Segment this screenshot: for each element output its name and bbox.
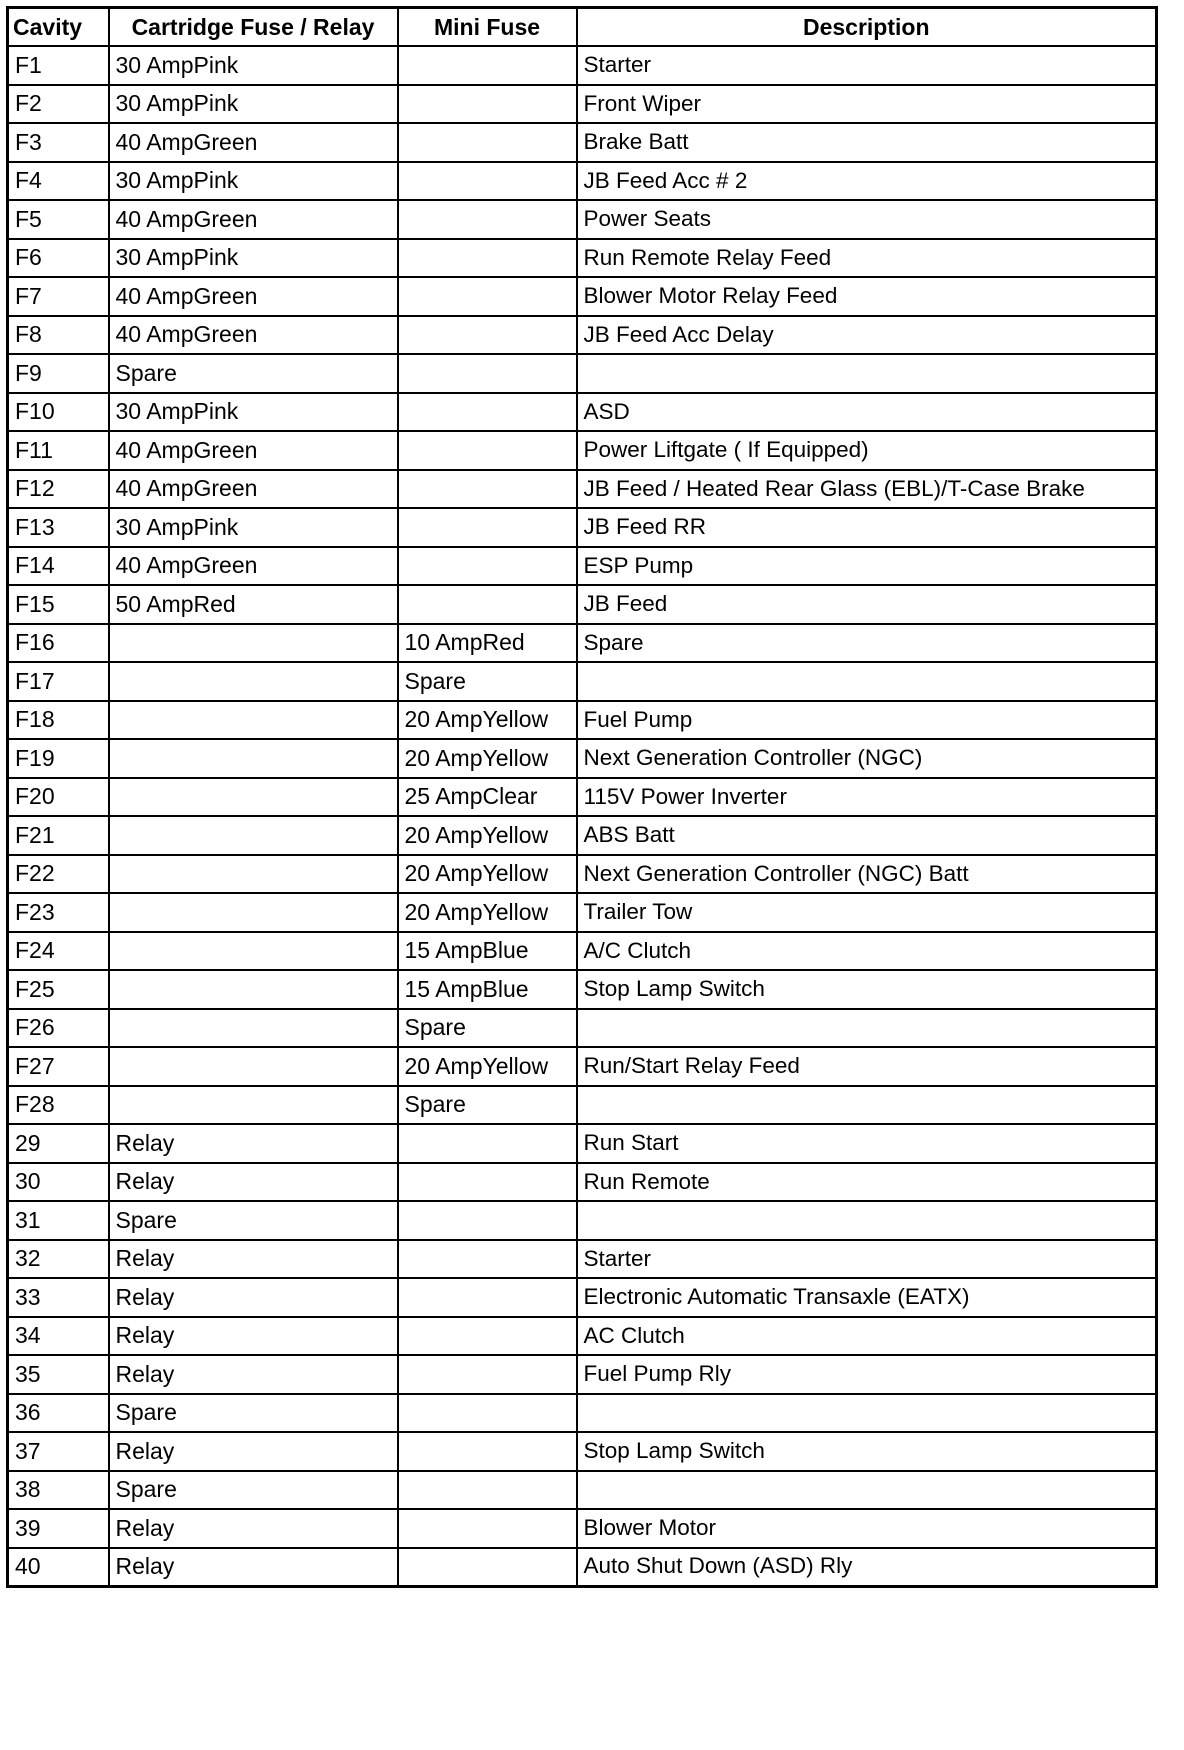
cell-cavity: F17 (8, 662, 109, 701)
cell-mini-fuse (398, 239, 577, 278)
cell-cavity: 38 (8, 1471, 109, 1510)
cell-description: Power Seats (577, 200, 1157, 239)
table-row (8, 239, 1157, 278)
cell-cavity: F27 (8, 1047, 109, 1086)
cell-cavity: 36 (8, 1394, 109, 1433)
cell-description: 115V Power Inverter (577, 778, 1157, 817)
cell-description: Front Wiper (577, 85, 1157, 124)
table-row (8, 547, 1157, 586)
cell-mini-fuse (398, 585, 577, 624)
table-row (8, 123, 1157, 162)
cell-mini-fuse: 20 AmpYellow (398, 855, 577, 894)
cell-description: Run/Start Relay Feed (577, 1047, 1157, 1086)
cell-mini-fuse (398, 508, 577, 547)
cell-description: Power Liftgate ( If Equipped) (577, 431, 1157, 470)
cell-mini-fuse (398, 316, 577, 355)
cell-cavity: F13 (8, 508, 109, 547)
cell-mini-fuse (398, 431, 577, 470)
cell-mini-fuse: Spare (398, 1009, 577, 1048)
cell-cavity: F12 (8, 470, 109, 509)
cell-cartridge-fuse-relay (109, 932, 398, 971)
cell-cartridge-fuse-relay: Relay (109, 1240, 398, 1279)
cell-mini-fuse (398, 1548, 577, 1587)
cell-description (577, 354, 1157, 393)
table-row (8, 701, 1157, 740)
cell-cartridge-fuse-relay (109, 662, 398, 701)
cell-description: Run Remote Relay Feed (577, 239, 1157, 278)
table-row (8, 893, 1157, 932)
cell-mini-fuse: 15 AmpBlue (398, 970, 577, 1009)
cell-cavity: F24 (8, 932, 109, 971)
cell-cavity: 32 (8, 1240, 109, 1279)
cell-description: JB Feed (577, 585, 1157, 624)
cell-mini-fuse: 15 AmpBlue (398, 932, 577, 971)
header-mini-fuse: Mini Fuse (398, 8, 577, 47)
table-row (8, 431, 1157, 470)
cell-mini-fuse (398, 1201, 577, 1240)
cell-description: Fuel Pump (577, 701, 1157, 740)
cell-mini-fuse: 20 AmpYellow (398, 1047, 577, 1086)
cell-cartridge-fuse-relay: 30 AmpPink (109, 393, 398, 432)
cell-cartridge-fuse-relay (109, 970, 398, 1009)
cell-mini-fuse: 20 AmpYellow (398, 739, 577, 778)
cell-description: ASD (577, 393, 1157, 432)
cell-cavity: F21 (8, 816, 109, 855)
table-row (8, 354, 1157, 393)
fuse-relay-table (6, 6, 1158, 1588)
cell-cavity: 30 (8, 1163, 109, 1202)
cell-mini-fuse (398, 1394, 577, 1433)
cell-mini-fuse (398, 354, 577, 393)
cell-mini-fuse (398, 547, 577, 586)
cell-cartridge-fuse-relay: Relay (109, 1124, 398, 1163)
table-row (8, 1086, 1157, 1125)
cell-cavity: F10 (8, 393, 109, 432)
table-row (8, 316, 1157, 355)
cell-description (577, 1201, 1157, 1240)
table-row (8, 816, 1157, 855)
cell-mini-fuse (398, 1124, 577, 1163)
cell-cavity: 35 (8, 1355, 109, 1394)
table-row (8, 277, 1157, 316)
header-description: Description (577, 8, 1157, 47)
cell-cartridge-fuse-relay: 40 AmpGreen (109, 277, 398, 316)
cell-cavity: F22 (8, 855, 109, 894)
table-header-row (8, 8, 1157, 47)
table-row (8, 585, 1157, 624)
table-row (8, 739, 1157, 778)
cell-cavity: 31 (8, 1201, 109, 1240)
cell-description: Brake Batt (577, 123, 1157, 162)
table-row (8, 200, 1157, 239)
cell-cartridge-fuse-relay: 40 AmpGreen (109, 547, 398, 586)
cell-mini-fuse (398, 46, 577, 85)
cell-cavity: F15 (8, 585, 109, 624)
cell-cartridge-fuse-relay (109, 778, 398, 817)
cell-description: Starter (577, 46, 1157, 85)
cell-cartridge-fuse-relay: Relay (109, 1355, 398, 1394)
cell-description: JB Feed Acc Delay (577, 316, 1157, 355)
cell-cartridge-fuse-relay: 30 AmpPink (109, 508, 398, 547)
table-row (8, 1201, 1157, 1240)
table-row (8, 1163, 1157, 1202)
table-row (8, 970, 1157, 1009)
table-row (8, 85, 1157, 124)
cell-mini-fuse (398, 1278, 577, 1317)
cell-mini-fuse: Spare (398, 1086, 577, 1125)
table-row (8, 1471, 1157, 1510)
cell-cavity: F20 (8, 778, 109, 817)
header-cartridge-fuse-relay: Cartridge Fuse / Relay (109, 8, 398, 47)
cell-mini-fuse: 20 AmpYellow (398, 893, 577, 932)
cell-description: Blower Motor Relay Feed (577, 277, 1157, 316)
cell-description: Fuel Pump Rly (577, 1355, 1157, 1394)
cell-description: JB Feed / Heated Rear Glass (EBL)/T-Case Brake (577, 470, 1157, 509)
cell-cartridge-fuse-relay: 40 AmpGreen (109, 123, 398, 162)
cell-cartridge-fuse-relay: Spare (109, 1471, 398, 1510)
cell-cavity: 39 (8, 1509, 109, 1548)
table-row (8, 162, 1157, 201)
cell-description: Starter (577, 1240, 1157, 1279)
cell-description: Stop Lamp Switch (577, 970, 1157, 1009)
cell-cartridge-fuse-relay: Relay (109, 1432, 398, 1471)
cell-description: JB Feed Acc # 2 (577, 162, 1157, 201)
cell-cavity: 29 (8, 1124, 109, 1163)
cell-description (577, 1394, 1157, 1433)
table-row (8, 932, 1157, 971)
cell-cartridge-fuse-relay: Relay (109, 1278, 398, 1317)
cell-mini-fuse: Spare (398, 662, 577, 701)
cell-cartridge-fuse-relay (109, 701, 398, 740)
cell-cartridge-fuse-relay: Spare (109, 354, 398, 393)
cell-cavity: F28 (8, 1086, 109, 1125)
cell-cavity: F23 (8, 893, 109, 932)
cell-mini-fuse (398, 393, 577, 432)
table-row (8, 1124, 1157, 1163)
cell-cavity: F14 (8, 547, 109, 586)
cell-description (577, 1009, 1157, 1048)
table-row (8, 1278, 1157, 1317)
cell-mini-fuse (398, 1509, 577, 1548)
cell-cavity: F5 (8, 200, 109, 239)
table-row (8, 1047, 1157, 1086)
cell-cartridge-fuse-relay: Relay (109, 1317, 398, 1356)
cell-description: ESP Pump (577, 547, 1157, 586)
table-row (8, 508, 1157, 547)
cell-description: ABS Batt (577, 816, 1157, 855)
cell-cavity: F8 (8, 316, 109, 355)
table-row (8, 1548, 1157, 1587)
cell-cartridge-fuse-relay (109, 893, 398, 932)
cell-cavity: F7 (8, 277, 109, 316)
cell-cartridge-fuse-relay: Relay (109, 1509, 398, 1548)
table-row (8, 1009, 1157, 1048)
cell-cavity: F2 (8, 85, 109, 124)
cell-description: Electronic Automatic Transaxle (EATX) (577, 1278, 1157, 1317)
cell-cartridge-fuse-relay: Spare (109, 1201, 398, 1240)
cell-cartridge-fuse-relay (109, 1086, 398, 1125)
table-row (8, 855, 1157, 894)
cell-mini-fuse (398, 1355, 577, 1394)
table-row (8, 393, 1157, 432)
cell-cavity: F26 (8, 1009, 109, 1048)
cell-cavity: F16 (8, 624, 109, 663)
cell-mini-fuse (398, 123, 577, 162)
cell-cavity: F19 (8, 739, 109, 778)
cell-cavity: F11 (8, 431, 109, 470)
cell-description: Next Generation Controller (NGC) Batt (577, 855, 1157, 894)
cell-cavity: F1 (8, 46, 109, 85)
cell-description (577, 1471, 1157, 1510)
table-row (8, 1432, 1157, 1471)
cell-cavity: F4 (8, 162, 109, 201)
cell-mini-fuse (398, 470, 577, 509)
cell-mini-fuse: 20 AmpYellow (398, 701, 577, 740)
cell-cartridge-fuse-relay (109, 855, 398, 894)
cell-description (577, 662, 1157, 701)
cell-cartridge-fuse-relay: 40 AmpGreen (109, 431, 398, 470)
cell-description: Next Generation Controller (NGC) (577, 739, 1157, 778)
cell-mini-fuse (398, 200, 577, 239)
header-cavity: Cavity (8, 8, 109, 47)
cell-description: JB Feed RR (577, 508, 1157, 547)
cell-cartridge-fuse-relay: 40 AmpGreen (109, 200, 398, 239)
cell-cartridge-fuse-relay: 30 AmpPink (109, 239, 398, 278)
cell-cartridge-fuse-relay: 40 AmpGreen (109, 316, 398, 355)
cell-cartridge-fuse-relay: Relay (109, 1548, 398, 1587)
cell-mini-fuse (398, 85, 577, 124)
cell-cartridge-fuse-relay (109, 816, 398, 855)
table-row (8, 470, 1157, 509)
cell-description: AC Clutch (577, 1317, 1157, 1356)
cell-cartridge-fuse-relay (109, 1009, 398, 1048)
cell-description: A/C Clutch (577, 932, 1157, 971)
cell-cavity: 40 (8, 1548, 109, 1587)
cell-description (577, 1086, 1157, 1125)
table-row (8, 1394, 1157, 1433)
table-row (8, 778, 1157, 817)
cell-cavity: 33 (8, 1278, 109, 1317)
cell-description: Stop Lamp Switch (577, 1432, 1157, 1471)
cell-cavity: F18 (8, 701, 109, 740)
table-row (8, 1509, 1157, 1548)
cell-description: Trailer Tow (577, 893, 1157, 932)
cell-mini-fuse (398, 162, 577, 201)
cell-cavity: 34 (8, 1317, 109, 1356)
table-row (8, 1317, 1157, 1356)
cell-cartridge-fuse-relay: 30 AmpPink (109, 85, 398, 124)
cell-mini-fuse: 20 AmpYellow (398, 816, 577, 855)
cell-cartridge-fuse-relay: 40 AmpGreen (109, 470, 398, 509)
table-row (8, 624, 1157, 663)
cell-cartridge-fuse-relay (109, 739, 398, 778)
cell-cartridge-fuse-relay: 30 AmpPink (109, 162, 398, 201)
cell-cartridge-fuse-relay: Spare (109, 1394, 398, 1433)
cell-cavity: 37 (8, 1432, 109, 1471)
cell-cavity: F9 (8, 354, 109, 393)
cell-description: Blower Motor (577, 1509, 1157, 1548)
cell-description: Auto Shut Down (ASD) Rly (577, 1548, 1157, 1587)
cell-cartridge-fuse-relay: Relay (109, 1163, 398, 1202)
cell-description: Spare (577, 624, 1157, 663)
cell-mini-fuse (398, 1317, 577, 1356)
cell-mini-fuse (398, 277, 577, 316)
cell-mini-fuse (398, 1240, 577, 1279)
cell-cavity: F25 (8, 970, 109, 1009)
cell-description: Run Start (577, 1124, 1157, 1163)
cell-cartridge-fuse-relay (109, 624, 398, 663)
table-row (8, 1240, 1157, 1279)
table-row (8, 46, 1157, 85)
table-row (8, 1355, 1157, 1394)
cell-mini-fuse (398, 1471, 577, 1510)
cell-cartridge-fuse-relay (109, 1047, 398, 1086)
cell-cavity: F6 (8, 239, 109, 278)
cell-mini-fuse: 25 AmpClear (398, 778, 577, 817)
cell-mini-fuse (398, 1432, 577, 1471)
cell-cartridge-fuse-relay: 30 AmpPink (109, 46, 398, 85)
cell-mini-fuse (398, 1163, 577, 1202)
cell-cartridge-fuse-relay: 50 AmpRed (109, 585, 398, 624)
cell-mini-fuse: 10 AmpRed (398, 624, 577, 663)
cell-cavity: F3 (8, 123, 109, 162)
cell-description: Run Remote (577, 1163, 1157, 1202)
table-row (8, 662, 1157, 701)
